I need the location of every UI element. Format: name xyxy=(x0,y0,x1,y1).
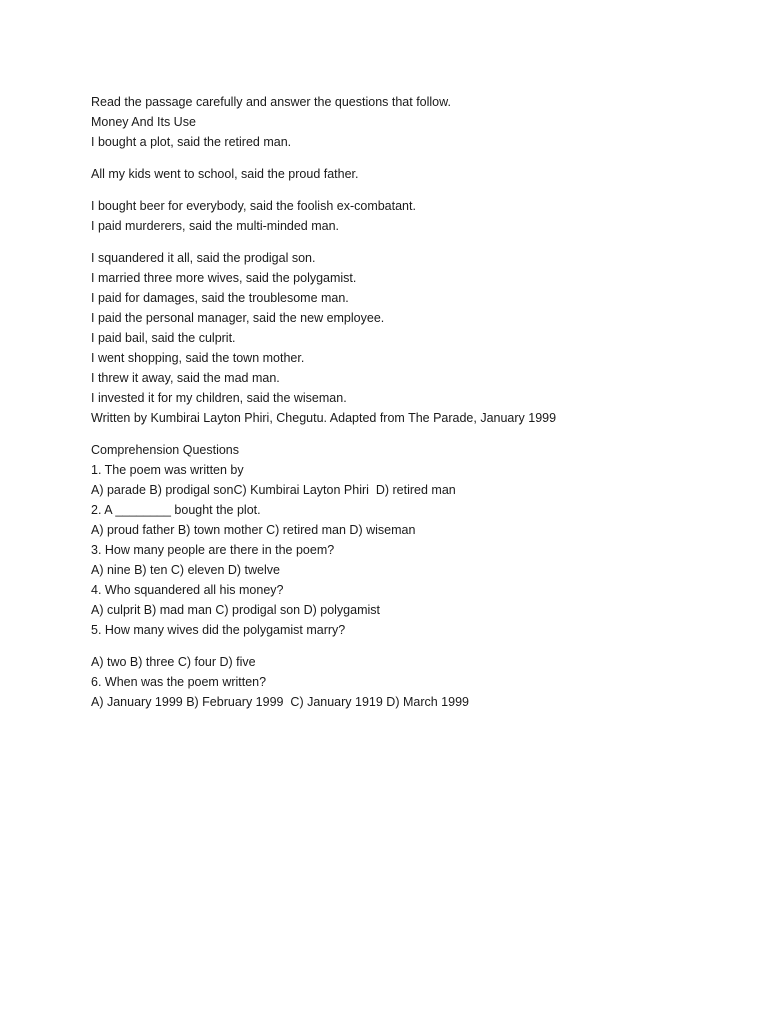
poem-line: All my kids went to school, said the proud father. xyxy=(91,167,359,181)
poem-title: Money And Its Use xyxy=(91,115,196,129)
poem-line: I paid for damages, said the troublesome man. xyxy=(91,291,349,305)
instructions: Read the passage carefully and answer the questions that follow. xyxy=(91,95,451,109)
answer-options: A) proud father B) town mother C) retired man D) wiseman xyxy=(91,523,416,537)
question-text: 5. How many wives did the polygamist marry? xyxy=(91,623,346,637)
answer-options: A) two B) three C) four D) five xyxy=(91,655,256,669)
poem-line: I paid the personal manager, said the new employee. xyxy=(91,311,385,325)
poem-line: I bought a plot, said the retired man. xyxy=(91,135,292,149)
poem-line: I paid murderers, said the multi-minded man. xyxy=(91,219,340,233)
question-text: 2. A ________ bought the plot. xyxy=(91,503,261,517)
question-text: 3. How many people are there in the poem? xyxy=(91,543,335,557)
answer-options: A) nine B) ten C) eleven D) twelve xyxy=(91,563,280,577)
poem-line: I threw it away, said the mad man. xyxy=(91,371,280,385)
question-text: 1. The poem was written by xyxy=(91,463,244,477)
answer-options: A) culprit B) mad man C) prodigal son D) polygamist xyxy=(91,603,380,617)
poem-line: I paid bail, said the culprit. xyxy=(91,331,236,345)
questions-heading: Comprehension Questions xyxy=(91,443,239,457)
answer-options: A) January 1999 B) February 1999 C) January 1919 D) March 1999 xyxy=(91,695,469,709)
poem-line: I squandered it all, said the prodigal son. xyxy=(91,251,316,265)
question-text: 6. When was the poem written? xyxy=(91,675,267,689)
poem-line: I bought beer for everybody, said the foolish ex-combatant. xyxy=(91,199,416,213)
poem-line: I married three more wives, said the polygamist. xyxy=(91,271,357,285)
poem-line: I went shopping, said the town mother. xyxy=(91,351,305,365)
poem-attribution: Written by Kumbirai Layton Phiri, Chegutu. Adapted from The Parade, January 1999 xyxy=(91,411,557,425)
poem-line: I invested it for my children, said the wiseman. xyxy=(91,391,347,405)
answer-options: A) parade B) prodigal sonC) Kumbirai Layton Phiri D) retired man xyxy=(91,483,456,497)
question-text: 4. Who squandered all his money? xyxy=(91,583,284,597)
document-page xyxy=(91,92,731,712)
